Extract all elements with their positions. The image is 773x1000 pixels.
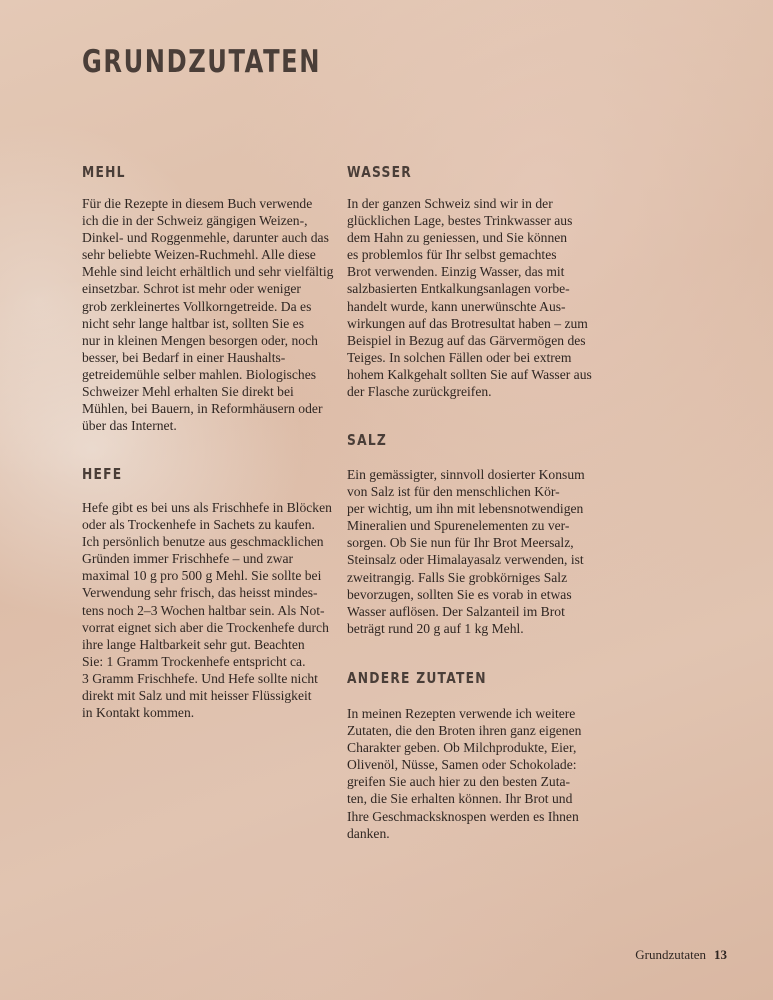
text-line: über das Internet. <box>82 418 177 434</box>
text-line: per wichtig, um ihn mit lebensnotwendigen <box>347 501 584 517</box>
section-hefe <box>82 465 332 721</box>
text-line: in Kontakt kommen. <box>82 705 195 721</box>
text-line: Zutaten, die den Broten ihren ganz eigenen <box>347 723 582 739</box>
text-line: Schweizer Mehl erhalten Sie direkt bei <box>82 384 294 400</box>
text-line: 3 Gramm Frischhefe. Und Hefe sollte nicht <box>82 670 318 686</box>
text-line: ten, die Sie erhalten können. Ihr Brot und <box>347 791 573 807</box>
section-heading: ANDERE ZUTATEN <box>347 669 487 687</box>
text-line: Sie: 1 Gramm Trockenhefe entspricht ca. <box>82 653 306 669</box>
text-line: oder als Trockenhefe in Sachets zu kaufen. <box>82 517 315 533</box>
section-heading: SALZ <box>347 431 388 449</box>
section-heading: MEHL <box>82 163 126 181</box>
text-line: Steinsalz oder Himalayasalz verwenden, ist <box>347 552 584 568</box>
text-line: Olivenöl, Nüsse, Samen oder Schokolade: <box>347 757 577 773</box>
text-line: der Flasche zurückgreifen. <box>347 384 492 400</box>
text-line: Mühlen, bei Bauern, in Reformhäusern oder <box>82 401 323 417</box>
text-line: Beispiel in Bezug auf das Gärvermögen des <box>347 332 586 348</box>
page-title: GRUNDZUTATEN <box>82 44 321 80</box>
text-line: grob zerkleinertes Vollkorngetreide. Da es <box>82 298 312 314</box>
section-body <box>82 195 333 434</box>
text-line: Charakter geben. Ob Milchprodukte, Eier, <box>347 740 577 756</box>
text-line: bevorzugen, sollten Sie es vorab in etwas <box>347 586 572 602</box>
section-andere-zutaten <box>347 669 581 842</box>
section-heading: WASSER <box>347 163 412 181</box>
text-line: beträgt rund 20 g auf 1 kg Mehl. <box>347 620 524 636</box>
page-footer <box>635 947 727 963</box>
running-footer-label: Grundzutaten <box>635 947 706 962</box>
text-line: Für die Rezepte in diesem Buch verwende <box>82 196 313 211</box>
text-line: getreidemühle selber mahlen. Biologisches <box>82 366 317 382</box>
text-line: Hefe gibt es bei uns als Frischhefe in Blöcken <box>82 500 332 515</box>
section-body <box>347 195 592 400</box>
text-line: handelt wurde, kann unerwünschte Aus- <box>347 298 566 314</box>
section-salz <box>347 431 585 637</box>
text-line: Brot verwenden. Einzig Wasser, das mit <box>347 264 565 280</box>
text-line: ich die in der Schweiz gängigen Weizen-, <box>82 213 308 229</box>
text-line: Mehle sind leicht erhältlich und sehr vielfältig <box>82 264 334 280</box>
text-line: hohem Kalkgehalt sollten Sie auf Wasser aus <box>347 366 592 382</box>
text-line: tens noch 2–3 Wochen haltbar sein. Als Not- <box>82 602 325 618</box>
text-line: maximal 10 g pro 500 g Mehl. Sie sollte bei <box>82 568 322 584</box>
text-line: In der ganzen Schweiz sind wir in der <box>347 196 553 211</box>
text-line: besser, bei Bedarf in einer Haushalts- <box>82 349 286 365</box>
text-line: wirkungen auf das Brotresultat haben – zum <box>347 315 588 331</box>
text-line: Wasser auflösen. Der Salzanteil im Brot <box>347 603 565 619</box>
text-line: ihre lange Haltbarkeit sehr gut. Beachten <box>82 636 305 652</box>
section-mehl <box>82 163 333 434</box>
text-line: Ein gemässigter, sinnvoll dosierter Konsum <box>347 467 585 482</box>
text-line: direkt mit Salz und mit heisser Flüssigkeit <box>82 688 312 704</box>
section-wasser <box>347 163 592 400</box>
text-line: Ihre Geschmacksknospen werden es Ihnen <box>347 808 579 824</box>
text-line: es problemlos für Ihr selbst gemachtes <box>347 247 557 263</box>
text-line: von Salz ist für den menschlichen Kör- <box>347 484 560 500</box>
text-line: vorrat eignet sich aber die Trockenhefe durch <box>82 619 329 635</box>
text-line: Dinkel- und Roggenmehle, darunter auch das <box>82 230 329 246</box>
text-line: Gründen immer Frischhefe – und zwar <box>82 551 294 567</box>
text-line: nicht sehr lange haltbar ist, sollten Sie es <box>82 315 304 331</box>
text-line: nur in kleinen Mengen besorgen oder, noch <box>82 332 318 348</box>
text-line: Verwendung sehr frisch, das heisst mindes- <box>82 585 318 601</box>
text-line: zweitrangig. Falls Sie grobkörniges Salz <box>347 569 568 585</box>
text-line: sorgen. Ob Sie nun für Ihr Brot Meersalz, <box>347 535 574 551</box>
page-number: 13 <box>714 947 727 962</box>
text-line: In meinen Rezepten verwende ich weitere <box>347 706 576 721</box>
text-line: dem Hahn zu geniessen, und Sie können <box>347 230 568 246</box>
text-line: Ich persönlich benutze aus geschmacklichen <box>82 534 324 550</box>
section-heading: HEFE <box>82 465 123 483</box>
text-line: danken. <box>347 825 390 841</box>
text-line: einsetzbar. Schrot ist mehr oder weniger <box>82 281 301 297</box>
text-line: Teiges. In solchen Fällen oder bei extrem <box>347 349 572 365</box>
text-line: Mineralien und Spurenelementen zu ver- <box>347 518 570 534</box>
section-body <box>82 499 332 721</box>
text-line: salzbasierten Entkalkungsanlagen vorbe- <box>347 281 570 297</box>
section-body <box>347 466 585 637</box>
section-body <box>347 705 581 842</box>
text-line: glücklichen Lage, bestes Trinkwasser aus <box>347 213 573 229</box>
text-line: greifen Sie auch hier zu den besten Zuta- <box>347 774 571 790</box>
text-line: sehr beliebte Weizen-Ruchmehl. Alle diese <box>82 247 316 263</box>
